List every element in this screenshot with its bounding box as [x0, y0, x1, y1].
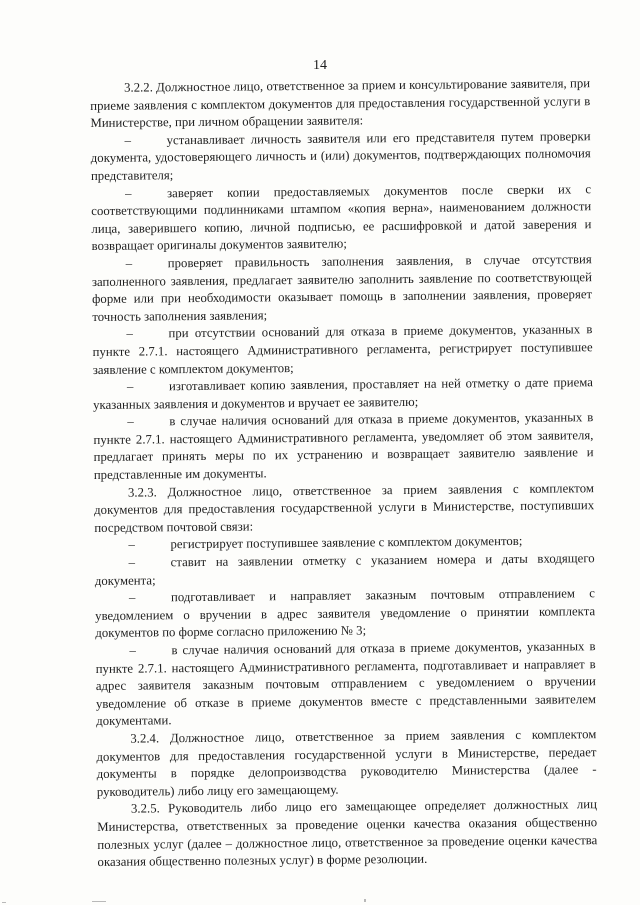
- list-item-text: ставит на заявлении отметку с указанием номера и даты входящего документа;: [94, 551, 595, 588]
- paragraph-3-2-5: 3.2.5. Руководитель либо лицо его замещающее определяет должностных лиц Министерства, ответственных за проведение оценки качества оказания общественно полезных услуг (далее – должностное лицо, ответственное за проведение оценки качества оказания общественно полезных услуг) в форме резолюции.: [97, 797, 598, 870]
- document-body: [90, 75, 598, 871]
- list-item: [92, 322, 592, 380]
- list-marker: –: [125, 186, 132, 201]
- list-item: [92, 251, 593, 326]
- paragraph-3-2-4: 3.2.4. Должностное лицо, ответственное за прием заявления с комплектом документов для предоставления государственной услуги в Министерстве, передает документы в порядке делопроизводства руководителю Министерства (далее - руководитель) либо лицу его замещающему.: [96, 727, 597, 799]
- list-item: [91, 181, 592, 256]
- list-item-text: подготавливает и направляет заказным почтовым отправлением с уведомлением о вручении в адрес заявителя уведомление о принятии комплекта документов по форме согласно приложению № 3;: [95, 586, 596, 641]
- paragraph-3-2-2: 3.2.2. Должностное лицо, ответственное за прием и консультирование заявителя, при приеме заявления с комплектом документов для предоставления государственной услуги в Министерстве, при личном обращении заявителя:: [90, 76, 591, 131]
- list-item-text: изготавливает копию заявления, проставляет на ней отметку о дате приема указанных заявления и документов и вручает ее заявителю;: [93, 375, 593, 412]
- list-marker: –: [128, 538, 135, 553]
- paragraph-3-2-3: 3.2.3. Должностное лицо, ответственное за прием заявления с комплектом документов для предоставления государственной услуги в Министерстве, поступивших посредством почтовой связи:: [94, 480, 595, 535]
- list-item: [95, 550, 595, 590]
- list-item-text: заверяет копии предоставляемых документов после сверки их с соответствующими подлинниками штампом «копия верна», наименованием должности лица, заверившего копию, личной подписью, ее расшифровкой и датой заверения и возвращает оригиналы документов заявителю;: [91, 181, 592, 254]
- list-marker: –: [127, 414, 134, 429]
- list-item-text: регистрирует поступившее заявление с комплектом документов;: [170, 534, 523, 552]
- list-marker: –: [129, 643, 136, 658]
- list-item-text: в случае наличия оснований для отказа в приеме документов, указанных в пункте 2.7.1. настоящего Административного регламента, подготавливает и направляет в адрес заявителя заказным почтовым отправлением с уведомлением о вручении уведомление об отказе в приеме документов вместе с представленными заявителем документами.: [95, 639, 597, 729]
- list-marker: –: [124, 133, 132, 148]
- list-item-text: при отсутствии оснований для отказа в приеме документов, указанных в пункте 2.7.1. настоящего Административного регламента, регистрирует поступившее заявление с комплектом документов;: [92, 322, 593, 377]
- list-marker: –: [125, 256, 133, 271]
- list-item-text: устанавливает личность заявителя или его представителя путем проверки документа, удостоверяющего личность и (или) документов, подтверждающих полномочия представителя;: [90, 128, 591, 183]
- list-item: [93, 409, 594, 484]
- list-marker: –: [128, 590, 136, 605]
- list-item-text: в случае наличия оснований для отказа в приеме документов, указанных в пункте 2.7.1. настоящего Административного регламента, уведомляет об этом заявителя, предлагает принять меры по их устранению и возвращает заявителю заявление и представленные им документы.: [93, 410, 594, 483]
- page-number: 14: [313, 58, 327, 73]
- scan-artifact: [2, 902, 6, 903]
- list-item: [95, 638, 596, 731]
- list-marker: –: [126, 379, 134, 394]
- list-item-text: проверяет правильность заполнения заявления, в случае отсутствия заполненного заявления, предлагает заявителю заполнить заявление по соответствующей форме или при необходимости оказывает помощь в заполнении заявления, проверяет точность заполнения заявления;: [91, 252, 593, 324]
- list-marker: –: [126, 326, 133, 341]
- scan-artifact: [364, 899, 366, 902]
- list-item: [93, 374, 593, 414]
- list-item: [95, 585, 595, 643]
- list-marker: –: [128, 555, 136, 570]
- list-item: [91, 128, 591, 186]
- scan-artifact: [92, 901, 106, 902]
